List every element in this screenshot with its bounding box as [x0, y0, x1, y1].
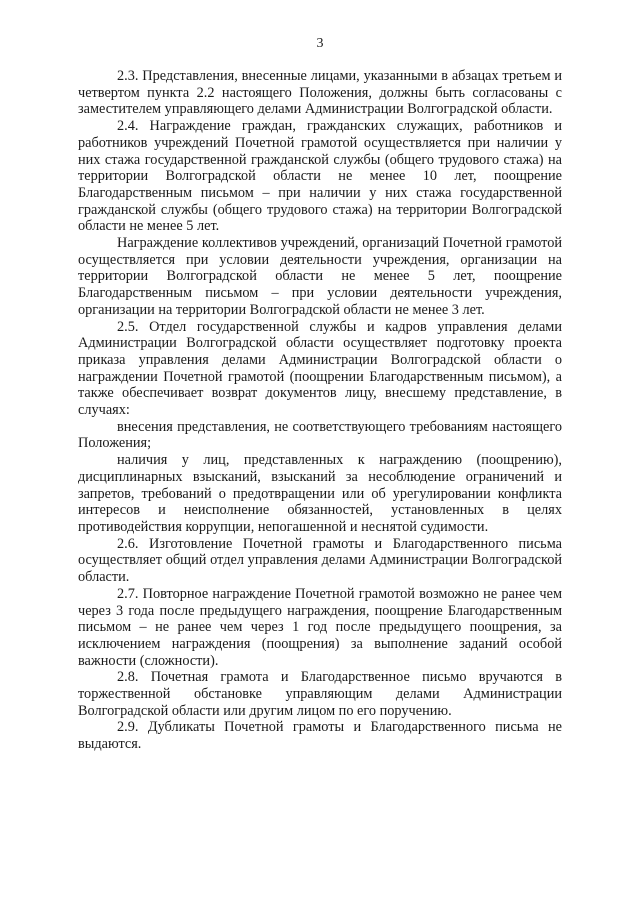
paragraph-2-3: 2.3. Представления, внесенные лицами, указанными в абзацах третьем и четвертом пункта 2.2 настоящего Положения, должны быть согласованы с заместителем управляющего делами Администрации Волгоградской области. [78, 68, 562, 118]
paragraph-2-8: 2.8. Почетная грамота и Благодарственное письмо вручаются в торжественной обстановке управляющим делами Администрации Волгоградской области или другим лицом по его поручению. [78, 669, 562, 719]
paragraph-2-5-case-1: внесения представления, не соответствующего требованиям настоящего Положения; [78, 418, 562, 452]
document-body [78, 68, 562, 753]
paragraph-2-7: 2.7. Повторное награждение Почетной грамотой возможно не ранее чем через 3 года после предыдущего награждения, поощрение Благодарственным письмом – не ранее чем через 1 год после предыдущего поощрения, за исключением награждения (поощрения) за выполнение заданий особой важности (сложности). [78, 585, 562, 669]
paragraph-2-5: 2.5. Отдел государственной службы и кадров управления делами Администрации Волгоградской области осуществляет подготовку проекта приказа управления делами Администрации Волгоградской области о награждении Почетной грамотой (поощрении Благодарственным письмом), а также обеспечивает возврат документов лицу, внесшему представление, в случаях: [78, 318, 562, 419]
paragraph-2-6: 2.6. Изготовление Почетной грамоты и Благодарственного письма осуществляет общий отдел управления делами Администрации Волгоградской области. [78, 535, 562, 586]
paragraph-2-4: 2.4. Награждение граждан, гражданских служащих, работников и работников учреждений Почетной грамотой осуществляется при наличии у них стажа государственной гражданской службы (общего трудового стажа) на территории Волгоградской области не менее 10 лет, поощрение Благодарственным письмом – при наличии у них стажа государственной гражданской службы (общего трудового стажа) на территории Волгоградской области не менее 5 лет. [78, 118, 562, 235]
paragraph-2-4-collectives: Награждение коллективов учреждений, организаций Почетной грамотой осуществляется при условии деятельности учреждения, организации на территории Волгоградской области не менее 5 лет, поощрение Благодарственным письмом – при условии деятельности учреждения, организации на территории Волгоградской области не менее 3 лет. [78, 235, 562, 318]
page-number: 3 [316, 36, 324, 51]
paragraph-2-9: 2.9. Дубликаты Почетной грамоты и Благодарственного письма не выдаются. [78, 719, 562, 753]
paragraph-2-5-case-2: наличия у лиц, представленных к награждению (поощрению), дисциплинарных взысканий, взысканий за несоблюдение ограничений и запретов, требований о предотвращении или об урегулировании конфликта интересов и неисполнение обязанностей, установленных в целях противодействия коррупции, непогашенной и неснятой судимости. [78, 452, 562, 535]
